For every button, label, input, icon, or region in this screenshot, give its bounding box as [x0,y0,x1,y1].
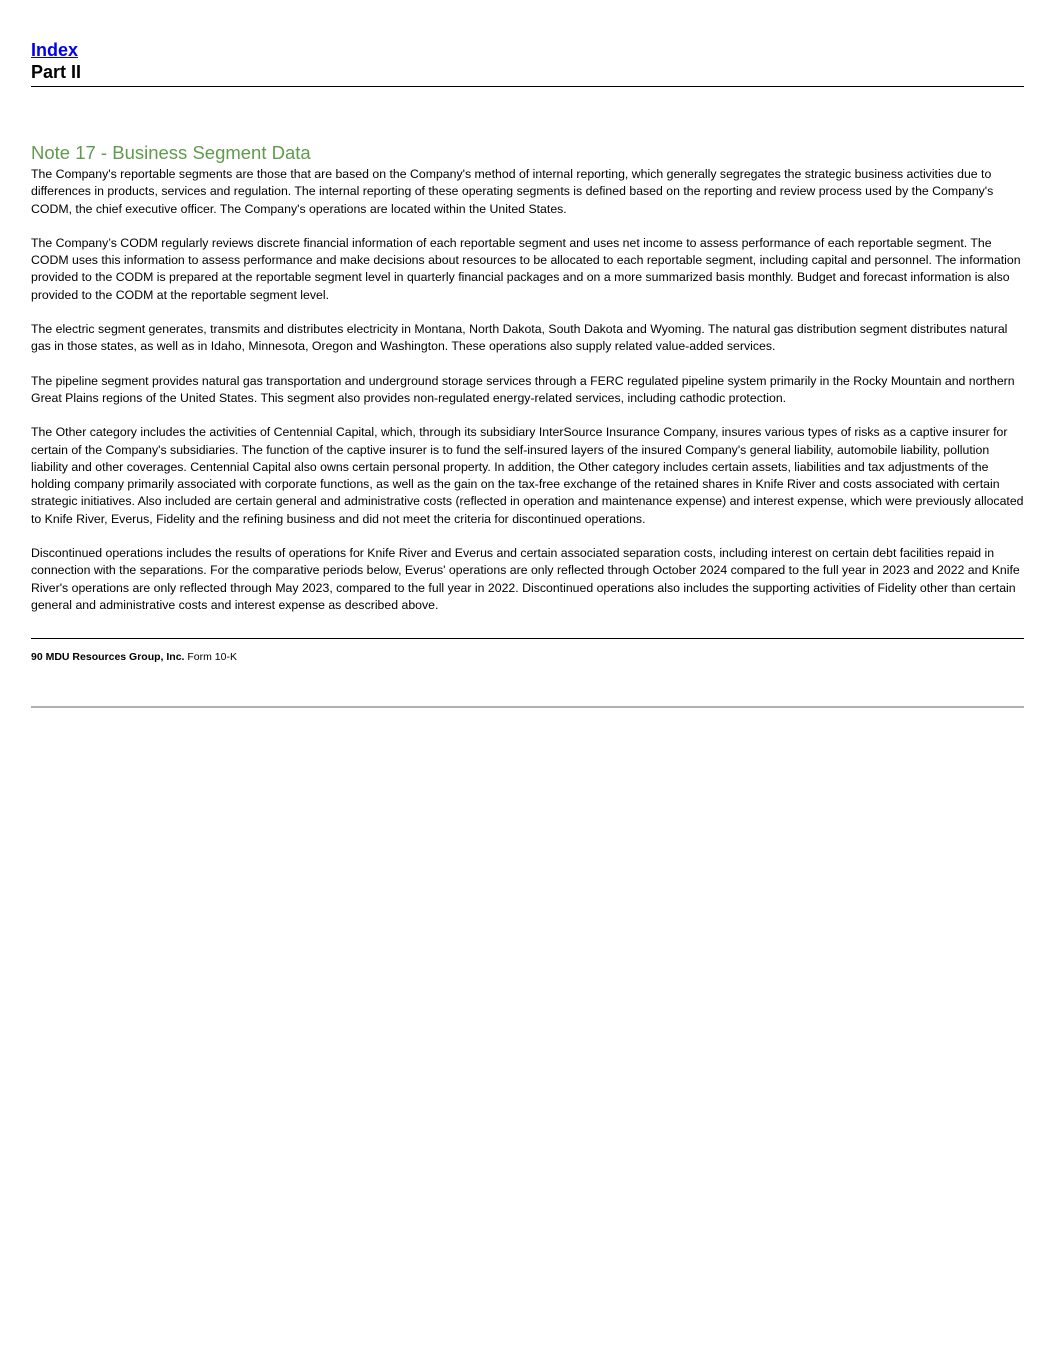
paragraph-reportable-segments: The Company's reportable segments are those that are based on the Company's method of internal reporting, which generally segregates the strategic business activities due to differences in products, services and regulation. The internal reporting of these operating segments is defined based on the reporting and review process used by the Company's CODM, the chief executive officer. The Company's operations are located within the United States. [31,167,994,216]
page-end-divider [31,706,1024,708]
page-header [31,39,1024,83]
note-section [31,142,1024,631]
paragraph-pipeline-segment: The pipeline segment provides natural gas transportation and underground storage services through a FERC regulated pipeline system primarily in the Rocky Mountain and northern Great Plains regions of the United States. This segment also provides non-regulated energy-related services, including cathodic protection. [31,373,1015,405]
footer-page-company: 90 MDU Resources Group, Inc. [31,651,185,663]
page-footer [31,650,237,664]
index-link[interactable]: Index [31,40,79,60]
part-label: Part II [31,62,82,82]
paragraph-other-category: The Other category includes the activities of Centennial Capital, which, through its subsidiary InterSource Insurance Company, insures various types of risks as a captive insurer for certain of the Company's subsidiaries. The function of the captive insurer is to fund the self-insured layers of the insured Company's general liability, automobile liability, pollution liability and other coverages. Centennial Capital also owns certain personal property. In addition, the Other category includes certain assets, liabilities and tax adjustments of the holding company primarily associated with corporate functions, as well as the gain on the tax-free exchange of the retained shares in Knife River and costs associated with certain strategic initiatives. Also included are certain general and administrative costs (reflected in operation and maintenance expense) and interest expense, which were previously allocated to Knife River, Everus, Fidelity and the refining business and did not meet the criteria for discontinued operations. [31,425,1024,526]
paragraph-codm-review: The Company’s CODM regularly reviews discrete financial information of each reportable segment and uses net income to assess performance of each reportable segment. The CODM uses this information to assess performance and make decisions about resources to be allocated to each reportable segment, including capital and personnel. The information provided to the CODM is prepared at the reportable segment level in quarterly financial packages and on a more summarized basis monthly. Budget and forecast information is also provided to the CODM at the reportable segment level. [31,235,1021,302]
note-title: Note 17 - Business Segment Data [31,142,311,163]
paragraph-electric-gas-segments: The electric segment generates, transmits and distributes electricity in Montana, North Dakota, South Dakota and Wyoming. The natural gas distribution segment distributes natural gas in those states, as well as in Idaho, Minnesota, Oregon and Washington. These operations also supply related value-added services. [31,322,1008,354]
footer-divider [31,638,1024,639]
paragraph-discontinued-operations: Discontinued operations includes the results of operations for Knife River and Everus and certain associated separation costs, including interest on certain debt facilities repaid in connection with the separations. For the comparative periods below, Everus' operations are only reflected through October 2024 compared to the full year in 2023 and 2022 and Knife River's operations are only reflected through May 2023, compared to the full year in 2022. Discontinued operations also includes the supporting activities of Fidelity other than certain general and administrative costs and interest expense as described above. [31,546,1020,612]
header-divider [31,86,1024,87]
footer-form: Form 10-K [187,651,237,663]
